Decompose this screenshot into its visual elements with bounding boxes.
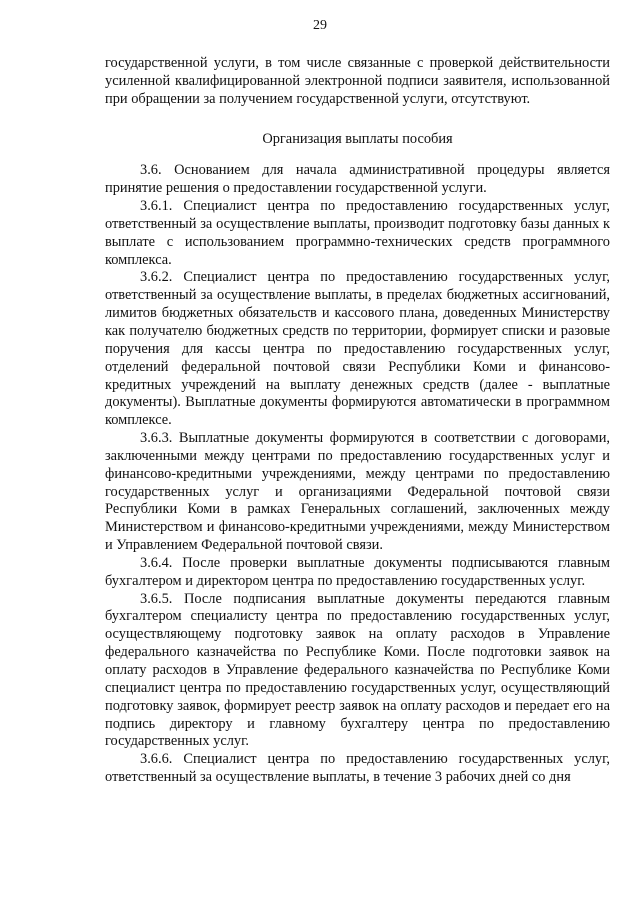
paragraph-3-6: 3.6. Основанием для начала административной процедуры является принятие решения о предоставлении государственной услуги. [105, 162, 610, 197]
paragraph-3-6-4: 3.6.4. После проверки выплатные документы подписываются главным бухгалтером и директором центра по предоставлению государственных услуг. [105, 554, 610, 589]
paragraph-3-6-6: 3.6.6. Специалист центра по предоставлению государственных услуг, ответственный за осуществление выплаты, в течение 3 рабочих дней со дня [105, 751, 610, 786]
paragraph-3-6-1: 3.6.1. Специалист центра по предоставлению государственных услуг, ответственный за осуществление выплаты, производит подготовку базы данных к выплате с использованием программно-технических средств программного комплекса. [105, 198, 610, 268]
paragraph-3-6-5: 3.6.5. После подписания выплатные документы передаются главным бухгалтером специалисту центра по предоставлению государственных услуг, осуществляющему подготовку заявок на оплату расходов в Управление федерального казначейства по Республике Коми. После подготовки заявок на оплату расходов в Управление федерального казначейства по Республике Коми специалист центра по предоставлению государственных услуг, осуществляющий подготовку заявок, формирует реестр заявок на оплату расходов и передает его на подпись директору и главному бухгалтеру центра по предоставлению государственных услуг. [105, 590, 610, 750]
document-body [105, 55, 610, 787]
paragraph-3-6-3: 3.6.3. Выплатные документы формируются в соответствии с договорами, заключенными между центрами по предоставлению государственных услуг и финансово-кредитными учреждениями, между центрами по предоставлению государственных услуг и организациями Федеральной почтовой связи Республики Коми в рамках Генеральных соглашений, заключенных между Министерством и финансово-кредитными учреждениями, между Министерством и Управлением Федеральной почтовой связи. [105, 430, 610, 554]
page-number: 29 [313, 18, 327, 33]
intro-paragraph: государственной услуги, в том числе связанные с проверкой действительности усиленной квалифицированной электронной подписи заявителя, использованной при обращении за получением государственной услуги, отсутствуют. [105, 55, 610, 107]
paragraph-3-6-2: 3.6.2. Специалист центра по предоставлению государственных услуг, ответственный за осуществление выплаты, в пределах бюджетных ассигнований, лимитов бюджетных обязательств и кассового плана, доведенных Министерству как получателю бюджетных средств по территории, формирует списки и разовые поручения для кассы центра по предоставлению государственных услуг, отделений федеральной почтовой связи Республики Коми и финансово-кредитных учреждений на выплату денежных средств (далее - выплатные документы). Выплатные документы формируются автоматически в программном комплексе. [105, 269, 610, 429]
section-heading: Организация выплаты пособия [262, 130, 453, 147]
